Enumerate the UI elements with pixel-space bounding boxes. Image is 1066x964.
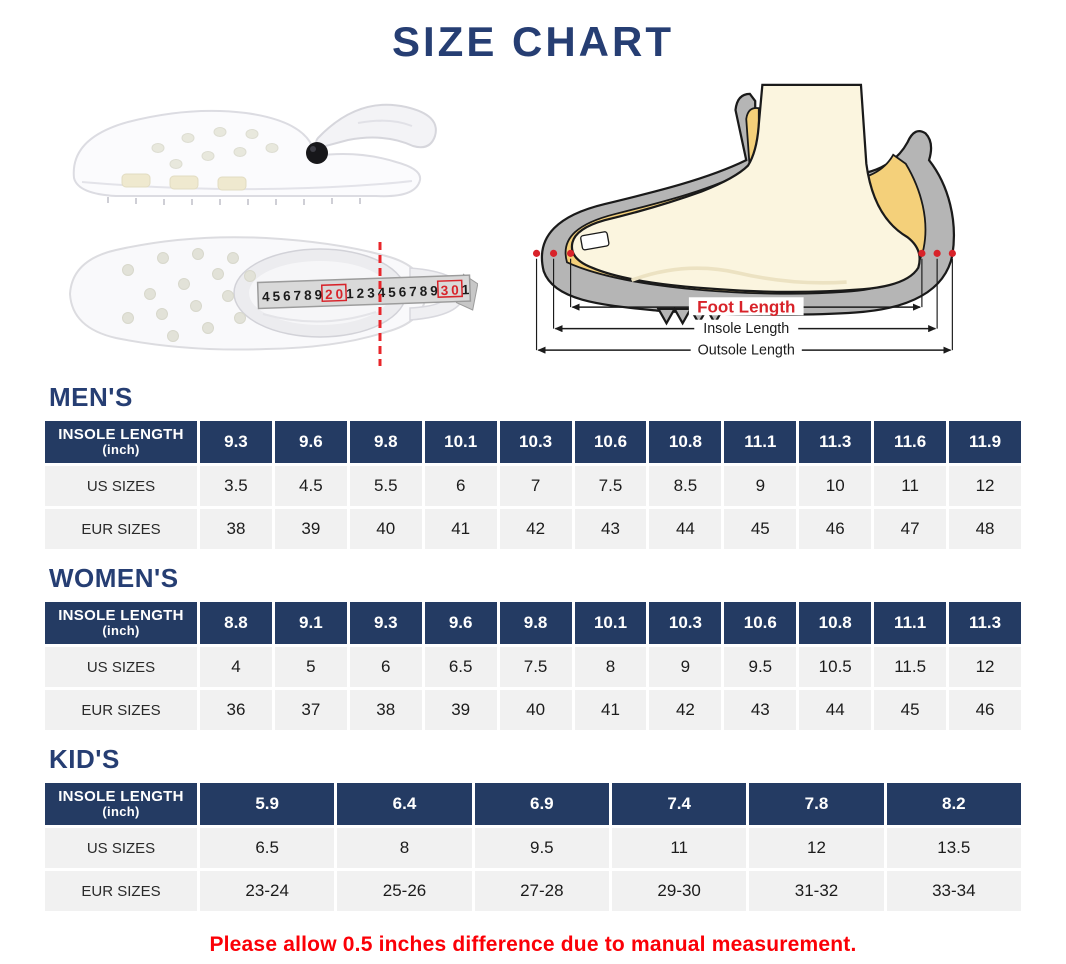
size-value: 41 <box>575 690 647 730</box>
size-value: 40 <box>500 690 572 730</box>
insole-length-header: INSOLE LENGTH (inch) <box>45 421 197 463</box>
kids-section <box>45 744 1021 911</box>
insole-length-value: 10.8 <box>799 602 871 644</box>
clog-top-view-image <box>58 218 478 368</box>
row-label: EUR SIZES <box>45 509 197 549</box>
size-value: 39 <box>275 509 347 549</box>
insole-length-value: 9.3 <box>350 602 422 644</box>
size-value: 7.5 <box>500 647 572 687</box>
kids-size-table <box>45 783 1021 911</box>
insole-length-value: 9.1 <box>275 602 347 644</box>
insole-length-value: 10.6 <box>575 421 647 463</box>
clog-side-view-image <box>58 76 478 212</box>
size-value: 11 <box>874 466 946 506</box>
insole-length-value: 5.9 <box>200 783 334 825</box>
size-value: 9.5 <box>475 828 609 868</box>
size-value: 31-32 <box>749 871 883 911</box>
size-value: 44 <box>799 690 871 730</box>
insole-length-value: 8.2 <box>887 783 1021 825</box>
insole-length-header: INSOLE LENGTH (inch) <box>45 602 197 644</box>
insole-length-value: 11.9 <box>949 421 1021 463</box>
size-value: 45 <box>874 690 946 730</box>
measurement-diagram <box>524 76 990 368</box>
size-value: 6.5 <box>425 647 497 687</box>
row-label: EUR SIZES <box>45 690 197 730</box>
size-value: 39 <box>425 690 497 730</box>
insole-length-value: 7.4 <box>612 783 746 825</box>
size-value: 8 <box>575 647 647 687</box>
size-value: 9.5 <box>724 647 796 687</box>
outsole-length-label: Outsole Length <box>697 342 795 359</box>
size-value: 11.5 <box>874 647 946 687</box>
size-value: 40 <box>350 509 422 549</box>
mens-title: MEN'S <box>49 382 133 412</box>
size-value: 11 <box>612 828 746 868</box>
size-value: 48 <box>949 509 1021 549</box>
insole-length-value: 6.4 <box>337 783 471 825</box>
clog-strap <box>316 105 436 148</box>
tape-numbers: 45678920123456789301 <box>261 282 473 305</box>
insole-length-value: 9.3 <box>200 421 272 463</box>
size-value: 46 <box>799 509 871 549</box>
insole-length-header: INSOLE LENGTH (inch) <box>45 783 197 825</box>
size-value: 9 <box>649 647 721 687</box>
size-value: 4.5 <box>275 466 347 506</box>
size-value: 25-26 <box>337 871 471 911</box>
measurement-note: Please allow 0.5 inches difference due to manual measurement. <box>209 933 857 956</box>
size-value: 5.5 <box>350 466 422 506</box>
size-value: 27-28 <box>475 871 609 911</box>
size-value: 42 <box>500 509 572 549</box>
size-value: 6 <box>350 647 422 687</box>
insole-length-value: 6.9 <box>475 783 609 825</box>
size-value: 43 <box>724 690 796 730</box>
womens-section <box>45 563 1021 730</box>
size-value: 33-34 <box>887 871 1021 911</box>
insole-length-label: Insole Length <box>703 321 790 338</box>
size-value: 10.5 <box>799 647 871 687</box>
insole-length-value: 11.6 <box>874 421 946 463</box>
size-value: 12 <box>949 466 1021 506</box>
foot-measurement-diagram-image <box>524 76 990 368</box>
size-value: 45 <box>724 509 796 549</box>
size-value: 6 <box>425 466 497 506</box>
product-images <box>58 76 478 368</box>
size-value: 41 <box>425 509 497 549</box>
size-value: 12 <box>749 828 883 868</box>
insole-length-value: 9.6 <box>275 421 347 463</box>
size-value: 9 <box>724 466 796 506</box>
insole-length-value: 10.8 <box>649 421 721 463</box>
row-label: US SIZES <box>45 647 197 687</box>
size-value: 29-30 <box>612 871 746 911</box>
insole-length-value: 11.1 <box>724 421 796 463</box>
page-title: SIZE CHART <box>392 18 674 65</box>
size-value: 23-24 <box>200 871 334 911</box>
foot-length-label: Foot Length <box>697 297 796 317</box>
insole-length-value: 7.8 <box>749 783 883 825</box>
size-value: 37 <box>275 690 347 730</box>
insole-length-value: 8.8 <box>200 602 272 644</box>
size-value: 36 <box>200 690 272 730</box>
insole-length-value: 9.6 <box>425 602 497 644</box>
size-value: 5 <box>275 647 347 687</box>
size-value: 38 <box>200 509 272 549</box>
row-label: EUR SIZES <box>45 871 197 911</box>
insole-length-value: 9.8 <box>500 602 572 644</box>
size-value: 42 <box>649 690 721 730</box>
insole-length-value: 11.3 <box>949 602 1021 644</box>
insole-length-value: 11.1 <box>874 602 946 644</box>
insole-length-value: 10.3 <box>500 421 572 463</box>
size-value: 8.5 <box>649 466 721 506</box>
insole-length-value: 9.8 <box>350 421 422 463</box>
size-value: 3.5 <box>200 466 272 506</box>
size-value: 46 <box>949 690 1021 730</box>
hero-section <box>0 76 1066 368</box>
kids-title: KID'S <box>49 744 120 774</box>
size-value: 10 <box>799 466 871 506</box>
row-label: US SIZES <box>45 828 197 868</box>
size-value: 8 <box>337 828 471 868</box>
strap-rivet <box>306 142 328 164</box>
size-value: 4 <box>200 647 272 687</box>
insole-length-value: 10.1 <box>575 602 647 644</box>
insole-length-value: 10.1 <box>425 421 497 463</box>
size-value: 6.5 <box>200 828 334 868</box>
size-value: 44 <box>649 509 721 549</box>
mens-size-table <box>45 421 1021 549</box>
mens-section <box>45 382 1021 549</box>
size-value: 38 <box>350 690 422 730</box>
size-value: 47 <box>874 509 946 549</box>
insole-length-value: 11.3 <box>799 421 871 463</box>
insole-length-value: 10.3 <box>649 602 721 644</box>
size-value: 13.5 <box>887 828 1021 868</box>
size-value: 43 <box>575 509 647 549</box>
size-value: 7.5 <box>575 466 647 506</box>
womens-size-table <box>45 602 1021 730</box>
row-label: US SIZES <box>45 466 197 506</box>
insole-length-value: 10.6 <box>724 602 796 644</box>
size-value: 12 <box>949 647 1021 687</box>
size-value: 7 <box>500 466 572 506</box>
womens-title: WOMEN'S <box>49 563 179 593</box>
